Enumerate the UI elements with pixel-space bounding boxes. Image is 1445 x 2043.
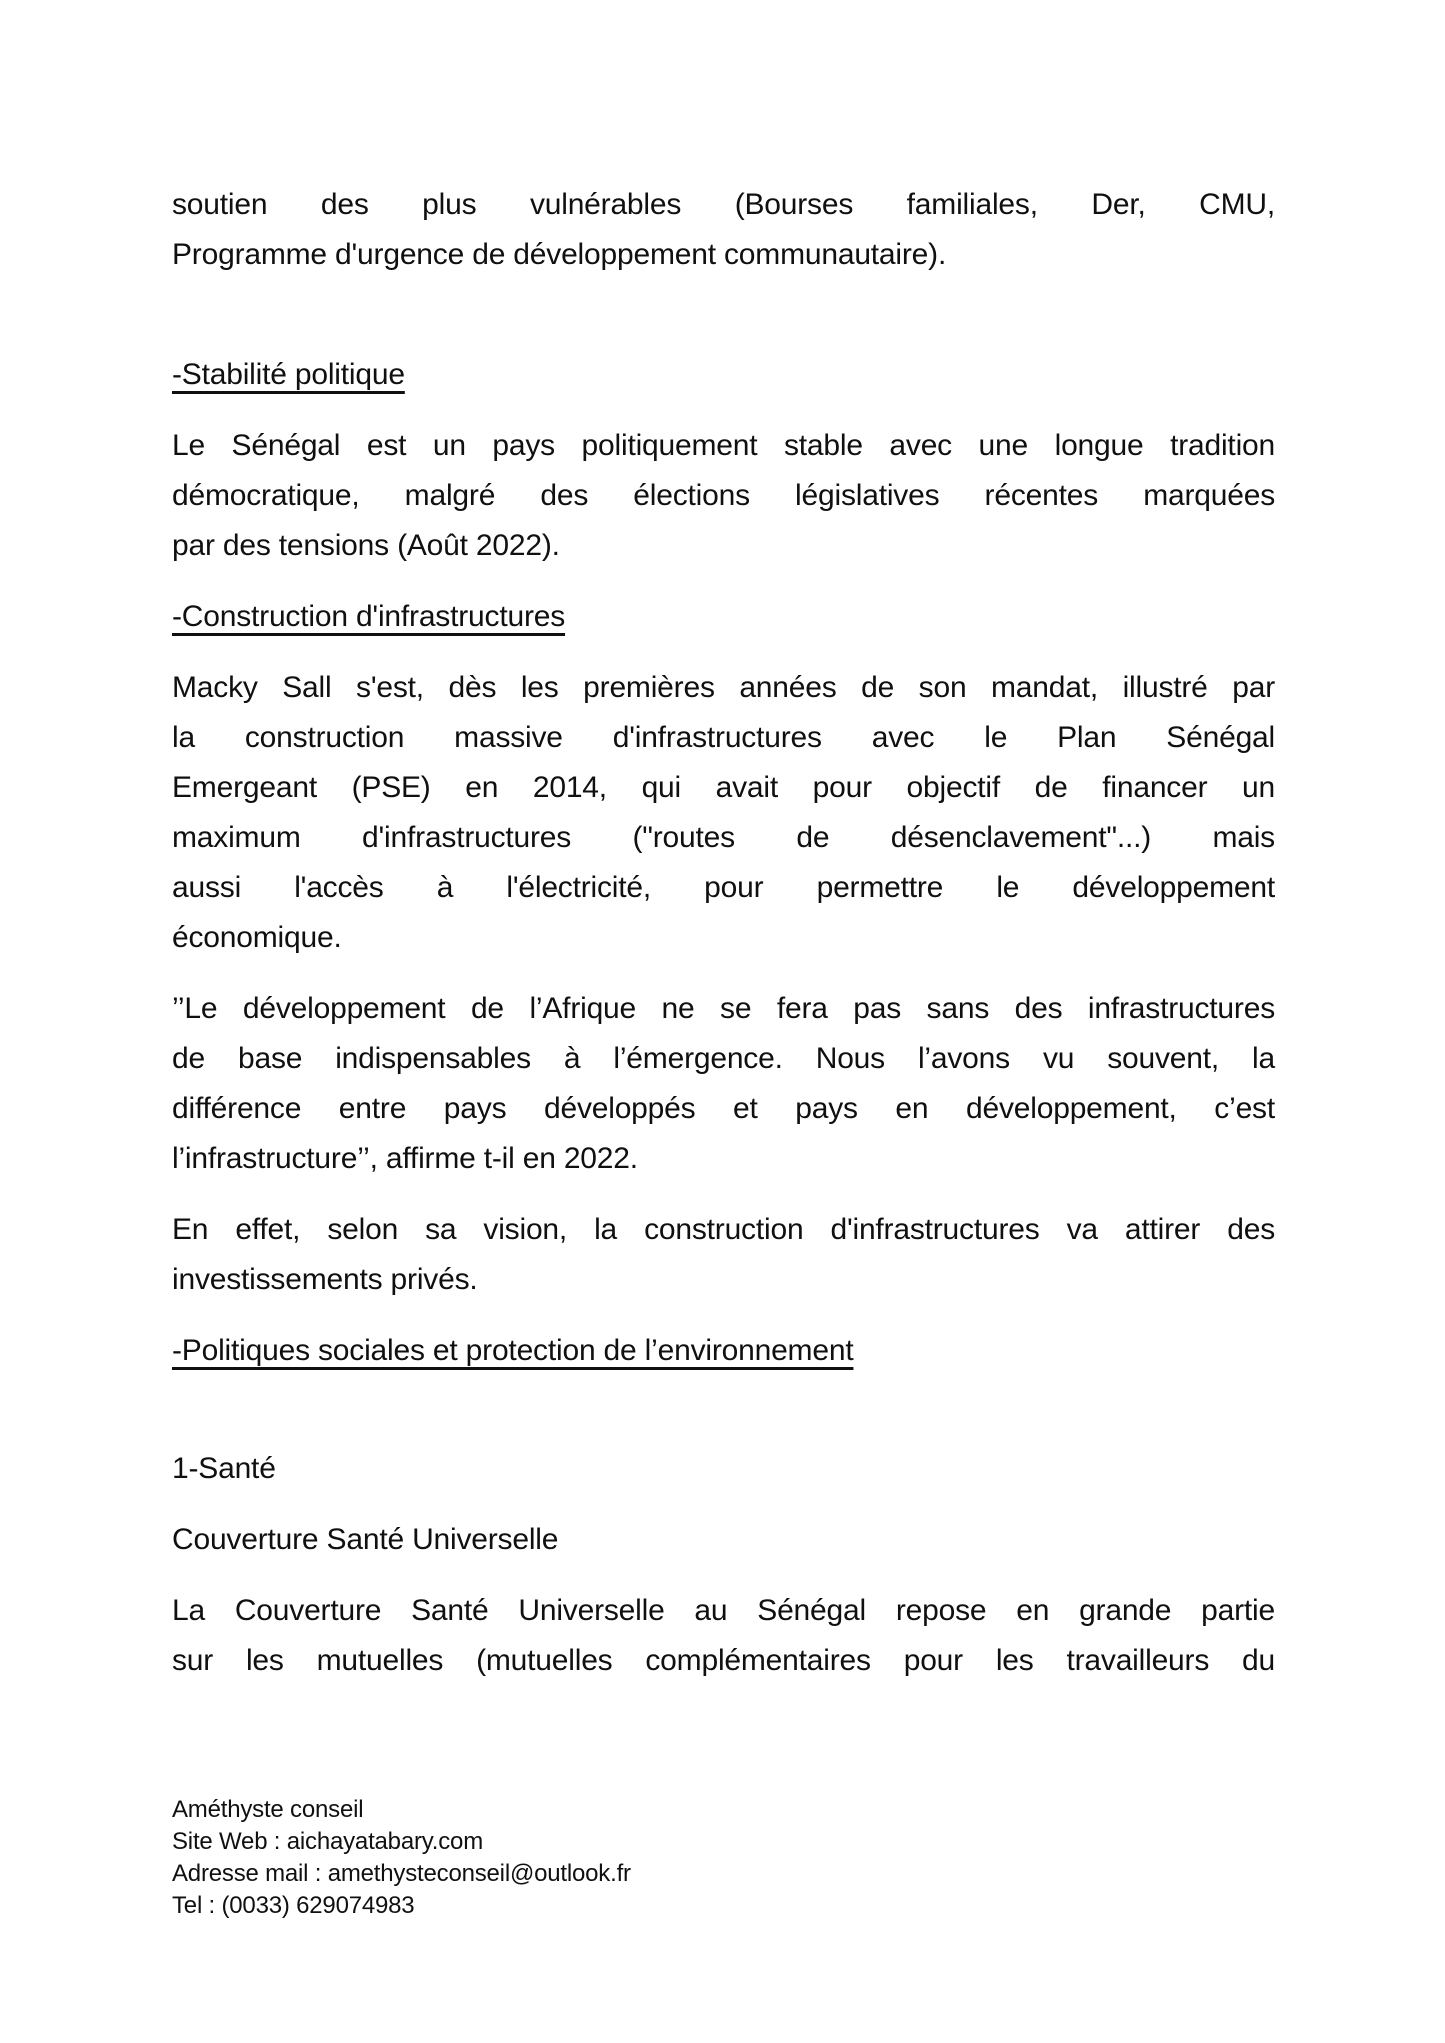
paragraph-line: ’’Le développement de l’Afrique ne se fera pas sans des infrastructures: [172, 992, 1275, 1025]
paragraph-construction: [172, 663, 1275, 963]
paragraph-line: En effet, selon sa vision, la construction d'infrastructures va attirer des: [172, 1213, 1275, 1246]
footer-email: Adresse mail : amethysteconseil@outlook.fr: [172, 1860, 631, 1887]
paragraph-line: la construction massive d'infrastructures avec le Plan Sénégal: [172, 721, 1275, 754]
subheading-sante: [172, 1444, 1275, 1494]
paragraph-line: Programme d'urgence de développement communautaire).: [172, 238, 947, 271]
footer-phone: Tel : (0033) 629074983: [172, 1892, 415, 1919]
paragraph-line: aussi l'accès à l'électricité, pour permettre le développement: [172, 871, 1275, 904]
subheading-text: Couverture Santé Universelle: [172, 1523, 559, 1556]
paragraph-line: sur les mutuelles (mutuelles complémentaires pour les travailleurs du: [172, 1644, 1275, 1677]
paragraph-line: par des tensions (Août 2022).: [172, 529, 560, 562]
footer-company: Améthyste conseil: [172, 1796, 364, 1823]
paragraph-line: économique.: [172, 921, 342, 954]
paragraph-line: démocratique, malgré des élections législatives récentes marquées: [172, 479, 1275, 512]
page-body: [172, 180, 1275, 1707]
heading-politiques-sociales: [172, 1326, 1275, 1376]
page-footer: [172, 1794, 1275, 1922]
heading-text: -Stabilité politique: [172, 358, 405, 391]
paragraph-line: La Couverture Santé Universelle au Sénégal repose en grande partie: [172, 1594, 1275, 1627]
paragraph-line: Emergeant (PSE) en 2014, qui avait pour objectif de financer un: [172, 771, 1275, 804]
heading-text: -Politiques sociales et protection de l’environnement: [172, 1334, 854, 1367]
paragraph-line: maximum d'infrastructures ("routes de désenclavement"...) mais: [172, 821, 1275, 854]
paragraph-line: investissements privés.: [172, 1263, 478, 1296]
paragraph-line: Le Sénégal est un pays politiquement stable avec une longue tradition: [172, 429, 1275, 462]
paragraph-investissements: [172, 1205, 1275, 1305]
paragraph-line: de base indispensables à l’émergence. Nous l’avons vu souvent, la: [172, 1042, 1275, 1075]
heading-text: -Construction d'infrastructures: [172, 600, 566, 633]
paragraph-line: différence entre pays développés et pays en développement, c’est: [172, 1092, 1275, 1125]
paragraph-quote-2022: [172, 984, 1275, 1184]
paragraph-line: l’infrastructure’’, affirme t-il en 2022.: [172, 1142, 638, 1175]
heading-construction-infrastructures: [172, 592, 1275, 642]
paragraph-line: Macky Sall s'est, dès les premières années de son mandat, illustré par: [172, 671, 1275, 704]
footer-website: Site Web : aichayatabary.com: [172, 1828, 483, 1855]
subheading-text: 1-Santé: [172, 1452, 276, 1485]
heading-stabilite-politique: [172, 350, 1275, 400]
paragraph-stabilite: [172, 421, 1275, 571]
subheading-couverture-sante: [172, 1515, 1275, 1565]
paragraph-line: soutien des plus vulnérables (Bourses familiales, Der, CMU,: [172, 188, 1275, 221]
continued-paragraph: [172, 180, 1275, 280]
paragraph-couverture-sante: [172, 1586, 1275, 1686]
